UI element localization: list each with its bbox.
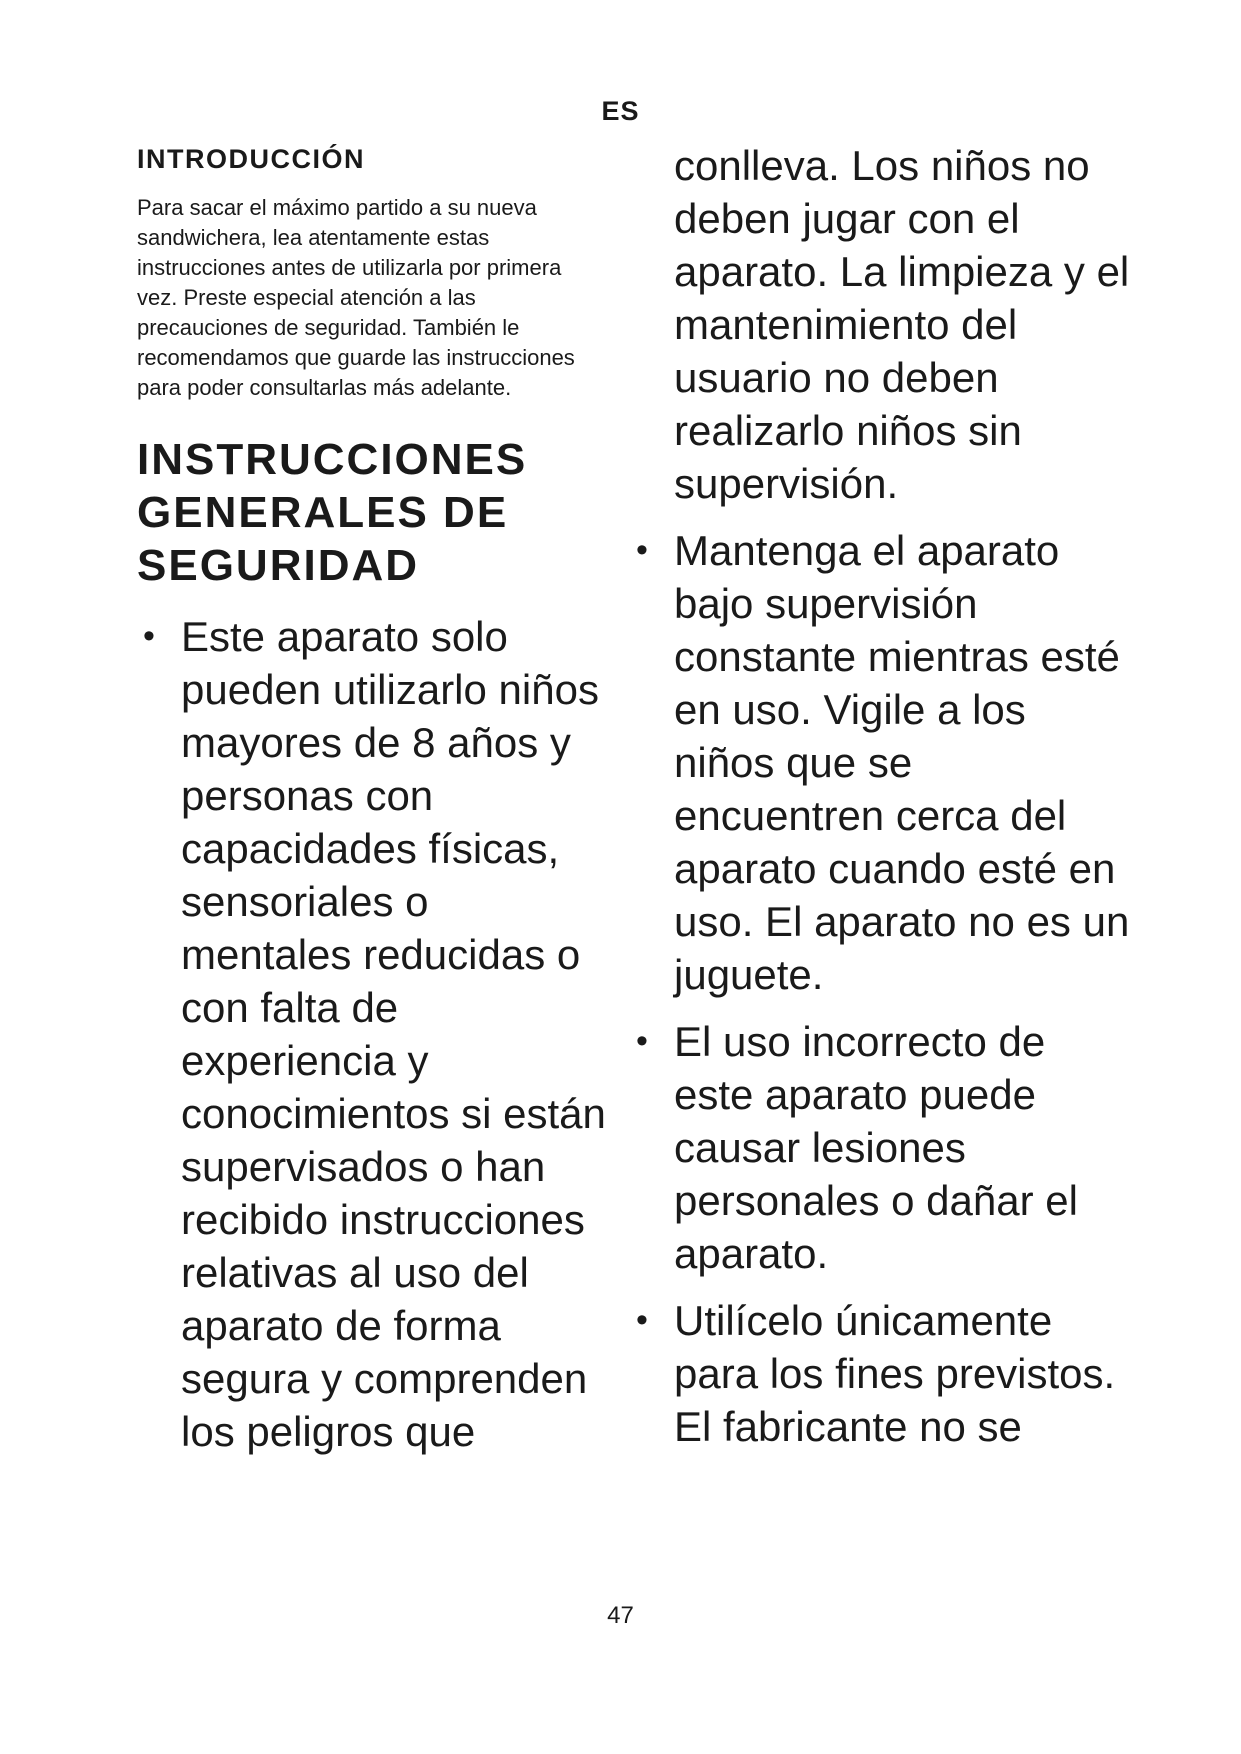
safety-item-text: El uso incorrecto de este aparato puede causar lesiones personales o dañar el aparato. xyxy=(674,1018,1078,1277)
language-tag: ES xyxy=(601,96,640,126)
bullet-icon: • xyxy=(636,1022,648,1060)
safety-item-text: Este aparato solo pueden utilizarlo niños mayores de 8 años y personas con capacidades físicas, sensoriales o mentales reducidas o con falta de experiencia y conocimientos si están supervisados o han recibido instrucciones relativas al uso del aparato de forma segura y comprenden los peligros que xyxy=(181,613,606,1456)
bullet-icon: • xyxy=(143,617,155,656)
bullet-icon: • xyxy=(636,1301,648,1339)
safety-item-text: Mantenga el aparato bajo supervisión constante mientras esté en uso. Vigile a los niños que se encuentren cerca del aparato cuando esté en uso. El aparato no es un juguete. xyxy=(674,527,1130,998)
intro-paragraph: Para sacar el máximo partido a su nueva sandwichera, lea atentamente estas instrucciones antes de utilizarla por primera vez. Preste especial atención a las precauciones de seguridad. También le recomendamos que guarde las instrucciones para poder consultarlas más adelante. xyxy=(137,195,575,401)
safety-item-continuation: conlleva. Los niños no deben jugar con el aparato. La limpieza y el mantenimiento del usuario no deben realizarlo niños sin supervisión. xyxy=(674,142,1130,507)
page-number: 47 xyxy=(607,1602,634,1629)
safety-item-text: Utilícelo únicamente para los fines previstos. El fabricante no se xyxy=(674,1297,1116,1450)
left-column xyxy=(137,143,607,1472)
safety-item xyxy=(630,1015,1130,1280)
safety-list-left xyxy=(137,610,607,1458)
bullet-icon: • xyxy=(636,531,648,569)
intro-heading: INTRODUCCIÓN xyxy=(137,144,365,174)
safety-item xyxy=(137,610,607,1458)
safety-list-right xyxy=(630,524,1130,1453)
safety-heading: INSTRUCCIONES GENERALES DE SEGURIDAD xyxy=(137,435,528,591)
safety-item xyxy=(630,1294,1130,1453)
safety-item xyxy=(630,524,1130,1001)
right-column xyxy=(630,139,1130,1467)
